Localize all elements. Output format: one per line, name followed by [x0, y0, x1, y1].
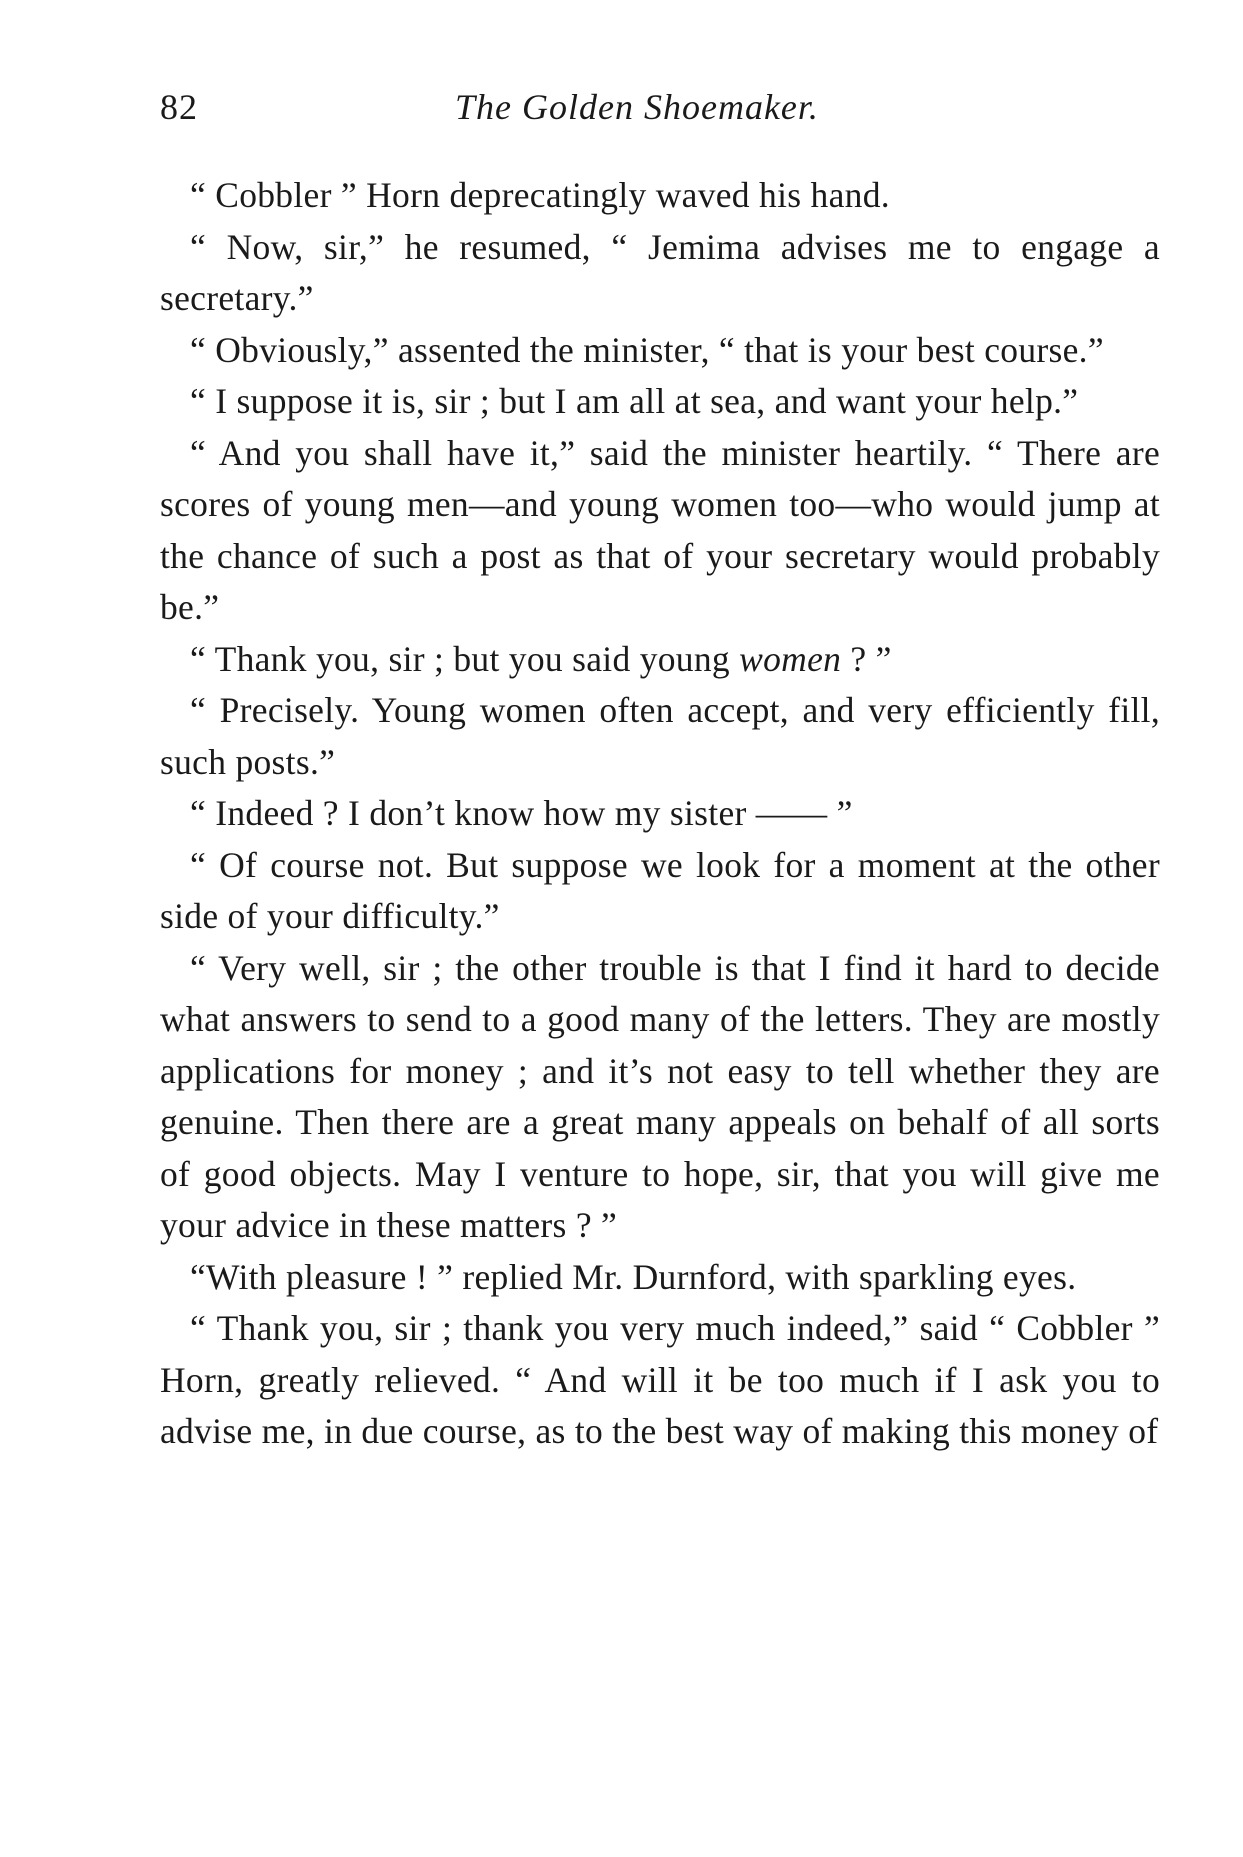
paragraph: [160, 634, 1160, 686]
paragraph: “ And you shall have it,” said the minister heartily. “ There are scores of young men—and young women too—who would jump at the chance of such a post as that of your secretary would probably be.”: [160, 432, 1160, 627]
page-number: 82: [160, 87, 198, 127]
paragraph-text: ? ”: [841, 638, 892, 679]
running-title: The Golden Shoemaker.: [455, 87, 819, 127]
paragraph: “ Very well, sir ; the other trouble is that I find it hard to decide what answers to send to a good many of the letters. They are mostly applications for money ; and it’s not easy to tell whether they are genuine. Then there are a great many appeals on behalf of all sorts of good objects. May I venture to hope, sir, that you will give me your advice in these matters ? ”: [160, 947, 1160, 1245]
paragraph: “ Obviously,” assented the minister, “ that is your best course.”: [190, 329, 1104, 370]
paragraph: “ Indeed ? I don’t know how my sister —— ”: [190, 793, 853, 833]
page-header: [160, 82, 1160, 132]
paragraph: “With pleasure ! ” replied Mr. Durnford, with sparkling eyes.: [190, 1256, 1077, 1297]
paragraph: “ Cobbler ” Horn deprecatingly waved his hand.: [190, 175, 890, 215]
paragraph: “ Thank you, sir ; thank you very much indeed,” said “ Cobbler ” Horn, greatly relieved. “ And will it be too much if I ask you to advise me, in due course, as to the best way of making this money of: [160, 1308, 1160, 1451]
paragraph: “ Now, sir,” he resumed, “ Jemima advises me to engage a secretary.”: [160, 226, 1160, 318]
paragraph: “ I suppose it is, sir ; but I am all at sea, and want your help.”: [190, 381, 1079, 421]
body-text: [160, 170, 1160, 1458]
paragraph: “ Precisely. Young women often accept, and very efficiently fill, such posts.”: [160, 690, 1160, 782]
paragraph: “ Of course not. But suppose we look for a moment at the other side of your difficulty.”: [160, 844, 1160, 936]
paragraph-text: “ Thank you, sir ; but you said young: [190, 638, 740, 679]
emphasized-word: women: [739, 638, 842, 679]
